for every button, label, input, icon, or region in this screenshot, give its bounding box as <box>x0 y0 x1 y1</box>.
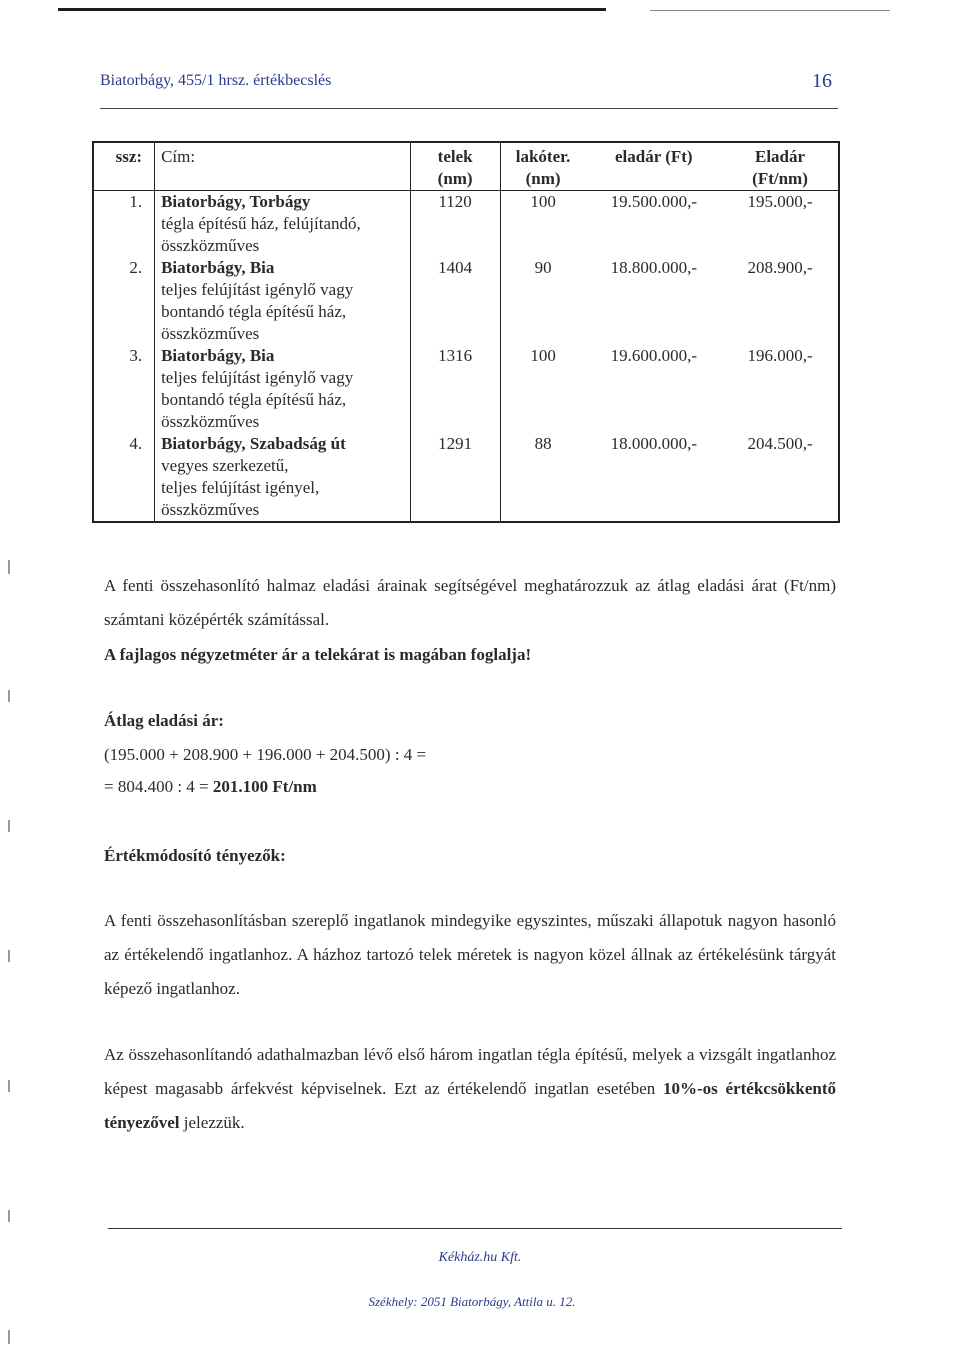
table-row <box>93 345 839 433</box>
scan-margin-mark <box>8 950 10 962</box>
row-address-desc: bontandó tégla építésű ház, <box>161 302 347 321</box>
scan-margin-mark <box>8 690 10 702</box>
header-telek-line1: telek <box>437 147 473 166</box>
scan-margin-mark <box>8 1330 10 1344</box>
row-address-desc: tégla építésű ház, felújítandó, <box>161 214 361 233</box>
row-eladar-nm: 195.000,- <box>747 192 813 211</box>
header-telek <box>410 142 500 191</box>
intro-bold-note: A fajlagos négyzetméter ár a telekárat is magában foglalja! <box>104 645 532 664</box>
row-address-desc: teljes felújítást igénylő vagy <box>161 368 354 387</box>
row-address-title: Biatorbágy, Torbágy <box>161 192 311 211</box>
scan-top-line <box>58 8 606 11</box>
row-eladar-nm: 208.900,- <box>747 258 813 277</box>
scan-margin-mark <box>8 1080 10 1092</box>
average-heading: Átlag eladási ár: <box>104 711 224 730</box>
row-eladar-nm: 204.500,- <box>747 434 813 453</box>
header-eladar-nm-line1: Eladár <box>755 147 806 166</box>
scan-top-line-faint <box>650 10 890 11</box>
table-row <box>93 433 839 522</box>
factors-paragraph-1: A fenti összehasonlításban szereplő ingatlanok mindegyike egyszintes, műszaki állapotuk nagyon hasonló az értékelendő ingatlanhoz. A házhoz tartozó telek méretek is nagyon közel állnak az értékelésünk tárgyát képező ingatlanhoz. <box>104 911 836 998</box>
header-eladar-nm <box>722 142 839 191</box>
header-ssz: ssz: <box>93 142 155 191</box>
header-telek-line2: (nm) <box>437 169 473 188</box>
table-row <box>93 191 839 258</box>
row-address-desc: összközműves <box>161 324 260 343</box>
row-address <box>155 191 411 258</box>
row-ssz: 2. <box>93 257 155 345</box>
header-rule <box>100 108 838 109</box>
factors-heading: Értékmódosító tényezők: <box>104 846 286 865</box>
row-eladar: 18.000.000,- <box>610 434 697 453</box>
average-result: 201.100 Ft/nm <box>212 777 317 796</box>
row-address-desc: teljes felújítást igényel, <box>161 478 320 497</box>
header-title: Biatorbágy, 455/1 hrsz. értékbecslés <box>100 72 332 89</box>
row-address-desc: összközműves <box>161 236 260 255</box>
table-row <box>93 257 839 345</box>
header-eladar-nm-line2: (Ft/nm) <box>752 169 808 188</box>
row-eladar-nm: 196.000,- <box>747 346 813 365</box>
footer-seat: Székhely: 2051 Biatorbágy, Attila u. 12. <box>368 1294 576 1309</box>
header-lakoter-line1: lakóter. <box>515 147 571 166</box>
factors-paragraph-2-suffix: jelezzük. <box>179 1113 245 1132</box>
row-address-title: Biatorbágy, Bia <box>161 258 275 277</box>
row-eladar: 19.600.000,- <box>610 346 697 365</box>
row-lakoter: 88 <box>534 434 552 453</box>
footer-company: Kékház.hu Kft. <box>438 1250 522 1265</box>
row-address-desc: teljes felújítást igénylő vagy <box>161 280 354 299</box>
average-calc-line2 <box>104 777 317 797</box>
average-calc-line1: (195.000 + 208.900 + 196.000 + 204.500) : 4 = <box>104 745 427 764</box>
scan-margin-mark <box>8 1210 10 1222</box>
average-calc-prefix: = 804.400 : 4 = <box>104 777 213 796</box>
row-lakoter: 100 <box>530 192 556 211</box>
row-address <box>155 257 411 345</box>
header-eladar: eladár (Ft) <box>614 147 693 166</box>
row-address <box>155 345 411 433</box>
header-lakoter-line2: (nm) <box>525 169 561 188</box>
row-address-desc: vegyes szerkezetű, <box>161 456 289 475</box>
row-lakoter: 100 <box>530 346 556 365</box>
row-address-desc: bontandó tégla építésű ház, <box>161 390 347 409</box>
row-telek: 1316 <box>410 345 500 433</box>
row-address-title: Biatorbágy, Szabadság út <box>161 434 346 453</box>
table-header-row <box>93 142 839 191</box>
scan-margin-mark <box>8 560 10 574</box>
scan-margin-mark <box>8 820 10 832</box>
row-ssz: 3. <box>93 345 155 433</box>
page-number: 16 <box>812 70 832 92</box>
comparison-table <box>92 141 840 523</box>
reduction-factor: 10%-os értékcsökkentő tényezővel <box>104 1079 837 1132</box>
row-address <box>155 433 411 522</box>
row-address-desc: összközműves <box>161 500 260 519</box>
factors-paragraph-2 <box>104 1038 836 1140</box>
row-telek: 1120 <box>410 191 500 258</box>
row-lakoter: 90 <box>534 258 552 277</box>
row-telek: 1291 <box>410 433 500 522</box>
row-address-title: Biatorbágy, Bia <box>161 346 275 365</box>
row-eladar: 18.800.000,- <box>610 258 697 277</box>
intro-paragraph: A fenti összehasonlító halmaz eladási árainak segítségével meghatározzuk az átlag eladási árat (Ft/nm) számtani középérték számítással. <box>104 576 836 629</box>
row-ssz: 4. <box>93 433 155 522</box>
header-cim: Cím: <box>155 142 411 191</box>
row-ssz: 1. <box>93 191 155 258</box>
row-eladar: 19.500.000,- <box>610 192 697 211</box>
factors-paragraph-2-prefix: Az összehasonlítandó adathalmazban lévő első három ingatlan tégla építésű, melyek a vizsgált ingatlanhoz képest magasabb árfekvést képviselnek. Ezt az értékelendő ingatlan esetében <box>104 1045 836 1098</box>
row-address-desc: összközműves <box>161 412 260 431</box>
row-telek: 1404 <box>410 257 500 345</box>
footer-rule <box>108 1228 842 1229</box>
header-lakoter <box>500 142 585 191</box>
